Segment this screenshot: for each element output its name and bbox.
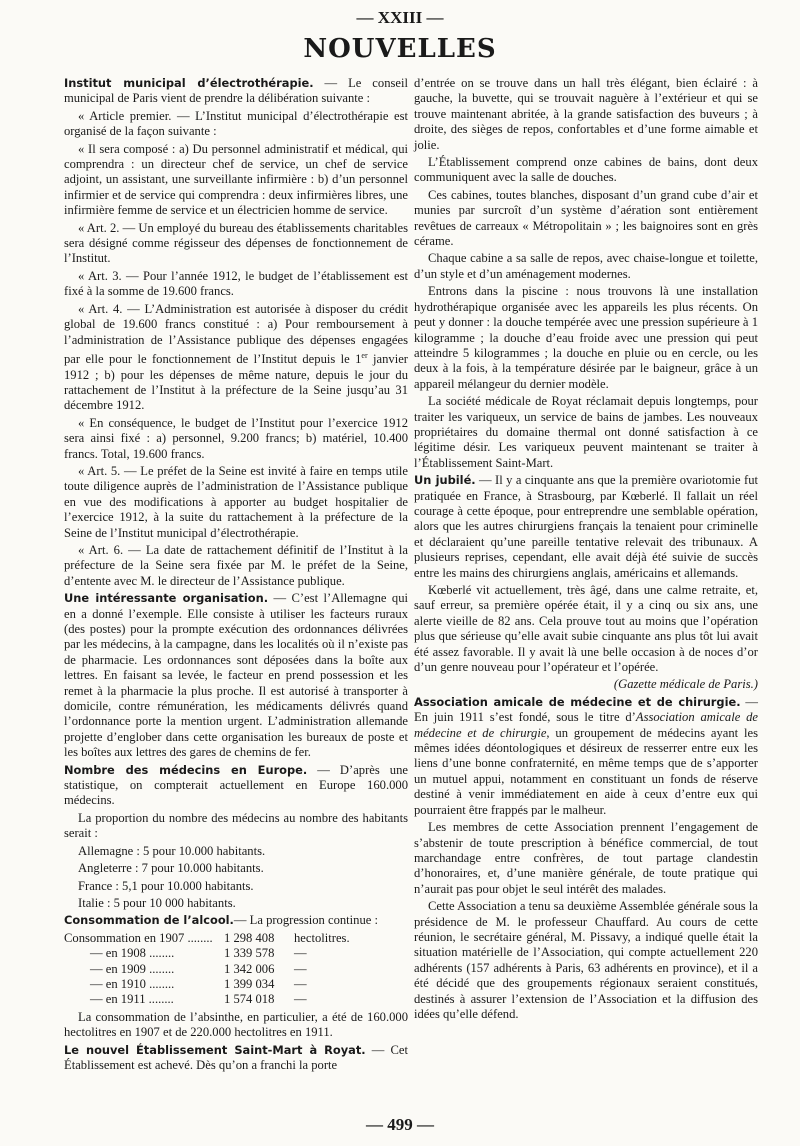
list-item: Italie : 5 pour 10 000 habitants. bbox=[78, 895, 236, 910]
article-heading: Un jubilé. bbox=[414, 473, 476, 488]
table-cell-unit: — bbox=[294, 946, 307, 961]
paragraph: L’Établissement comprend onze cabines de bains, dont deux communiquent avec la salle de douches. bbox=[414, 155, 758, 185]
paragraph-text: janvier 1912 ; b) pour les dépenses de même nature, depuis le jour du rattachement de l’Institut à la préfecture de la Seine jusqu’au 31 décembre 1912. bbox=[64, 352, 408, 413]
table-cell-value: 1 298 408 bbox=[224, 930, 275, 945]
table-row bbox=[64, 992, 408, 1007]
table-cell-unit: — bbox=[294, 976, 307, 991]
table-cell-unit: — bbox=[294, 992, 307, 1007]
italic-title: Association amicale de médecine et de chirurgie bbox=[414, 710, 758, 740]
paragraph: « Art. 6. — La date de rattachement définitif de l’Institut à la préfecture de la Seine sera fixée par M. le préfet de la Seine, d’entente avec M. le directeur de l’Assistance publique. bbox=[64, 542, 408, 588]
paragraph: La proportion du nombre des médecins au nombre des habitants serait : bbox=[64, 810, 408, 841]
article-heading: Le nouvel Établissement Saint-Mart à Royat. bbox=[64, 1042, 366, 1057]
paragraph: d’entrée on se trouve dans un hall très élégant, bien éclairé : à gauche, la buvette, qui se trouvait naguère à l’extérieur et qui se trouve maintenant abritée, à la grande satisfaction des buveurs ; à droite, des sièges de repos, confortables et d’une forme aimable et jolie. bbox=[414, 76, 758, 152]
page-number: — 499 — bbox=[366, 1115, 434, 1134]
table-cell-value: 1 342 006 bbox=[224, 961, 275, 976]
paragraph-text: — Cet Établissement est achevé. Dès qu’on a franchi la porte bbox=[64, 1042, 408, 1072]
paragraph-text: — Le conseil municipal de Paris vient de prendre la délibération suivante : bbox=[64, 76, 408, 106]
paragraph: Chaque cabine a sa salle de repos, avec chaise-longue et toilette, d’un style et d’un aménagement modernes. bbox=[414, 251, 758, 281]
table-row bbox=[64, 931, 408, 946]
table-cell-label: — en 1910 ........ bbox=[90, 976, 175, 991]
table-cell-value: 1 399 034 bbox=[224, 976, 275, 991]
table-cell-unit: hectolitres. bbox=[294, 930, 350, 945]
list-item: France : 5,1 pour 10.000 habitants. bbox=[78, 878, 254, 893]
paragraph: « Il sera composé : a) Du personnel administratif et médical, qui comprendra : un directeur chef de service, un chef de service adjoint, un assistant, une surveillante infirmière : b) d’un personnel infirmier et de service qui comprendra : deux infirmières libres, une infirmière femme de service et un électricien homme de service. bbox=[64, 141, 408, 218]
paragraph: Kœberlé vit actuellement, très âgé, dans une calme retraite, et, sauf erreur, sa première opérée était, il y a cinq ou six ans, une alerte vieille de 82 ans. Cela prouve tout au moins que l’opération plus que sérieuse qu’elle avait subie cinquante ans plus tôt lui avait été assez favorable. Il y avait là une belle occasion à de noces d’or d’un genre nouveau pour l’opérateur et l’opérée. bbox=[414, 583, 758, 675]
paragraph-text: — D’après une statistique, on compterait actuellement en Europe 160.000 médecins. bbox=[64, 762, 408, 808]
page-title: NOUVELLES bbox=[303, 34, 497, 64]
article-organisation bbox=[64, 591, 408, 760]
paragraph bbox=[64, 302, 408, 414]
list-item: Angleterre : 7 pour 10.000 habitants. bbox=[78, 861, 264, 876]
alcohol-table bbox=[64, 931, 408, 1008]
paragraph: « Art. 3. — Pour l’année 1912, le budget de l’établissement est fixé à la somme de 19.600 francs. bbox=[64, 268, 408, 299]
table-cell-value: 1 574 018 bbox=[224, 992, 275, 1007]
list-item: Allemagne : 5 pour 10.000 habitants. bbox=[78, 843, 266, 858]
table-cell-label: — en 1908 ........ bbox=[90, 946, 175, 961]
table-row bbox=[64, 977, 408, 992]
article-association bbox=[414, 695, 758, 818]
article-heading: Une intéressante organisation. bbox=[64, 591, 269, 606]
article-saint-mart bbox=[64, 1043, 408, 1074]
paragraph: Ces cabines, toutes blanches, disposant d’un grand cube d’air et munies par surcroît d’un système d’aération sont entièrement revêtues de carreaux « Métropolitain » ; les baignoires sont en grès cérame. bbox=[414, 187, 758, 249]
article-electrotherapie bbox=[64, 76, 408, 107]
paragraph-text: « Art. 4. — L’Administration est autorisée à disposer du crédit global de 19.600 francs constitué : a) Pour remboursement à l’administration de l’Assistance publique des dépenses engagées par elle pour le fonctionnement de l’Institut depuis le 1 bbox=[64, 301, 408, 367]
paragraph: « Article premier. — L’Institut municipal d’électrothérapie est organisé de la façon suivante : bbox=[64, 108, 408, 139]
article-jubile bbox=[414, 473, 758, 581]
table-cell-label: Consommation en 1907 ........ bbox=[64, 930, 213, 945]
paragraph: « En conséquence, le budget de l’Institut pour l’exercice 1912 sera ainsi fixé : a) personnel, 9.200 francs; b) matériel, 10.400 francs. Total, 19.600 francs. bbox=[64, 415, 408, 461]
paragraph-text: — En juin 1911 s’est fondé, sous le titre d’ bbox=[414, 694, 759, 725]
paragraph-text: — C’est l’Allemagne qui en a donné l’exemple. Elle consiste à utiliser les facteurs ruraux (des postes) pour la prompte exécution des ordonnances délivrées par les médecins, à la campagne, dans les localités où il n’existe pas de pharmacie. Les ordonnances sont déposées dans la boîte aux lettres. En faisant sa levée, le facteur en prend possession et les remet à la pharmacie la plus proche. Il est autorisé à transporter à domicile, contre rémunération, les médicaments délivrés quand l’ordonnance porte la mention urgent. L’administration allemande projette d’englober dans cette organisation les bureaux de poste et les boîtes aux lettres des gares de chemins de fer. bbox=[64, 591, 408, 760]
paragraph-text: , un groupement de médecins ayant les mêmes idées déontologiques et désireux de resserrer entre eux les liens d’une bonne confraternité, en même temps que de s’apporter un mutuel appui, notamment en constituant un fonds de réserve destiné à venir immédiatement en aide à ceux d’entre eux qui pourraient être frappés par le malheur. bbox=[414, 725, 758, 817]
paragraph: « Art. 2. — Un employé du bureau des établissements charitables sera désigné comme régisseur des dépenses de fonctionnement de l’Institut. bbox=[64, 220, 408, 266]
superscript: er bbox=[361, 350, 368, 360]
paragraph-text: — Il y a cinquante ans que la première ovariotomie fut pratiquée en France, à Strasbourg, par Kœberlé. Il fallait un réel courage à cette époque, pour entreprendre une semblable opération, alors que les autres chirurgiens français la tenaient pour criminelle et déclaraient qu’une pareille tentative relevait des tribunaux. A plusieurs reprises, cependant, elle avait déjà été suivie de succès entre les mains des chirurgiens anglais, américains et allemands. bbox=[414, 473, 758, 580]
paragraph-text: — La progression continue : bbox=[233, 913, 378, 928]
paragraph: Cette Association a tenu sa deuxième Assemblée générale sous la présidence de M. le professeur Chauffard. Au cours de cette réunion, le secrétaire général, M. Pissavy, a indiqué quelle était la situation matérielle de l’Association, qui compte actuellement 220 adhérents (157 adhérents à Paris, 63 adhérents en province), et il a été décidé que des groupements régionaux seraient constitués, destinés à assurer l’extension de l’Association et la diffusion des idées qu’elle défend. bbox=[414, 899, 758, 1021]
table-cell-unit: — bbox=[294, 961, 307, 976]
table-cell-label: — en 1909 ........ bbox=[90, 961, 175, 976]
table-row bbox=[64, 946, 408, 961]
article-medecins-europe bbox=[64, 763, 408, 809]
paragraph: « Art. 5. — Le préfet de la Seine est invité à faire en temps utile toute diligence auprès de l’administration de l’Assistance publique en vue des modifications à apporter au budget hospitalier de l’exercice 1912, à la suite du rattachement à la préfecture de la Seine de l’Institut municipal d’électrothérapie. bbox=[64, 463, 408, 540]
paragraph: La société médicale de Royat réclamait depuis longtemps, pour traiter les variqueux, un service de bains de jambes. Les nouveaux propriétaires du domaine thermal ont donné satisfaction à ce légitime désir. Les variqueux peuvent maintenant se traiter à l’Établissement Saint-Mart. bbox=[414, 394, 758, 470]
table-row bbox=[64, 962, 408, 977]
table-cell-value: 1 339 578 bbox=[224, 946, 275, 961]
article-heading: Association amicale de médecine et de chirurgie. bbox=[414, 694, 741, 709]
paragraph: Entrons dans la piscine : nous trouvons là une installation hydrothérapique organisée avec les appareils les plus récents. On peut y donner : la douche tempérée avec une pression supérieure à 1 kilogramme ; la douche d’eau froide avec une pression qui peut atteindre 5 kilogrammes ; la douche en pluie ou en cercle, ou les deux à la fois, à la température désirée par le baigneur, grâce à un appareil mélangeur du dernier modèle. bbox=[414, 284, 758, 391]
paragraph: La consommation de l’absinthe, en particulier, a été de 160.000 hectolitres en 1907 et de 220.000 hectolitres en 1911. bbox=[64, 1009, 408, 1040]
page-roman-numeral: — XXIII — bbox=[356, 8, 444, 27]
source-citation: (Gazette médicale de Paris.) bbox=[613, 677, 758, 692]
article-heading: Institut municipal d’électrothérapie. bbox=[64, 76, 314, 90]
article-alcool bbox=[64, 913, 408, 928]
table-cell-label: — en 1911 ........ bbox=[90, 992, 174, 1007]
left-column bbox=[64, 76, 408, 1075]
right-column bbox=[414, 76, 758, 1024]
paragraph: Les membres de cette Association prennent l’engagement de s’abstenir de toute prescription à bénéfice commercial, de tout marchandage entre confrères, de tout partage clandestin d’honoraires, et, d’une manière générale, de toute pratique qui n’aurait pas pour objet le seul intérêt des malades. bbox=[414, 820, 758, 896]
article-heading: Nombre des médecins en Europe. bbox=[64, 762, 308, 777]
article-heading: Consommation de l’alcool. bbox=[64, 913, 234, 928]
